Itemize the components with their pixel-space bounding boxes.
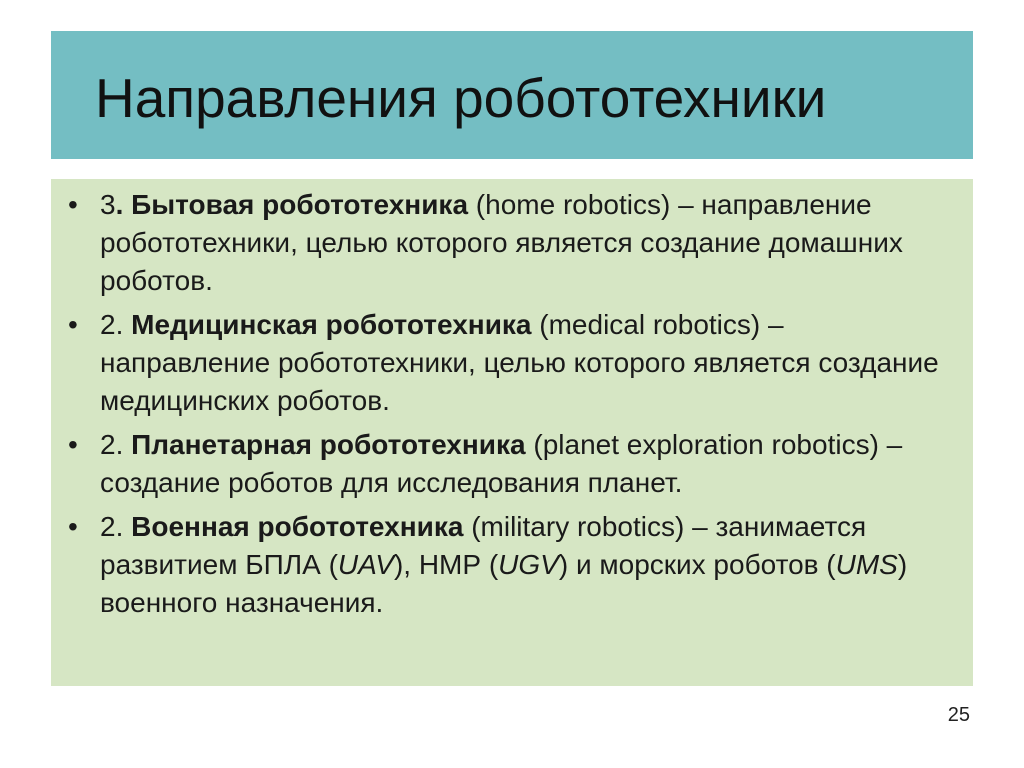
slide-title: Направления робототехники	[95, 67, 827, 129]
item-number-dot: .	[115, 189, 132, 220]
list-item	[68, 306, 943, 420]
item-description: (planet exploration robotics) – создание роботов для исследования планет.	[100, 429, 903, 498]
item-number: 2.	[100, 511, 132, 542]
bullet-icon: •	[68, 429, 78, 460]
abbr-uav: UAV	[337, 549, 394, 580]
content-area	[51, 179, 973, 686]
page-number: 25	[947, 704, 970, 726]
list-item	[68, 508, 943, 622]
list-item	[68, 186, 943, 300]
list-item	[68, 426, 943, 502]
item-description-part: ) и морских роботов (	[558, 549, 836, 580]
item-term: Военная робототехника	[131, 511, 464, 542]
item-description: (medical robotics) – направление робототехники, целью которого является создание медицинских роботов.	[100, 309, 939, 416]
abbr-ums: UMS	[835, 549, 898, 580]
bullet-icon: •	[68, 309, 78, 340]
item-description-end: ) военного назначения.	[100, 549, 908, 618]
item-description: (military robotics) – занимается развитием БПЛА (	[100, 511, 867, 580]
item-term: Бытовая робототехника	[131, 189, 469, 220]
item-description-part: ), НМР (	[393, 549, 499, 580]
item-number: 2.	[100, 309, 132, 340]
item-number: 2.	[100, 429, 132, 460]
abbr-ugv: UGV	[498, 549, 559, 580]
item-number: 3	[100, 189, 116, 220]
bullet-icon: •	[68, 511, 78, 542]
item-term: Медицинская робототехника	[131, 309, 532, 340]
bullet-list	[68, 186, 943, 622]
item-description: (home robotics) – направление робототехники, целью которого является создание домашних роботов.	[100, 189, 903, 296]
title-band	[51, 31, 973, 159]
bullet-icon: •	[68, 189, 78, 220]
item-term: Планетарная робототехника	[131, 429, 526, 460]
